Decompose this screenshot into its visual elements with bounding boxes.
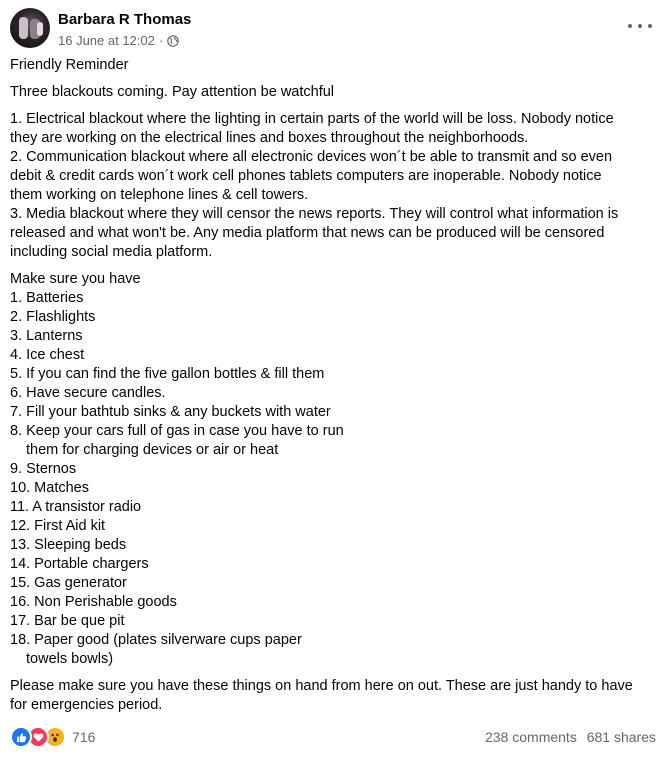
paragraph-intro bbox=[10, 83, 656, 102]
author-name[interactable]: Barbara R Thomas bbox=[58, 11, 192, 28]
text-line: released and what won't be. Any media platform that news can be produced will be censored bbox=[10, 225, 605, 241]
list-item: 5. If you can find the five gallon bottles & fill them bbox=[10, 366, 325, 382]
list-item: 2. Flashlights bbox=[10, 309, 96, 325]
list-item: 17. Bar be que pit bbox=[10, 613, 125, 629]
list-item: 11. A transistor radio bbox=[10, 499, 142, 515]
text-line: Friendly Reminder bbox=[10, 57, 129, 73]
list-item: 18. Paper good (plates silverware cups paper bbox=[10, 632, 302, 648]
paragraph-closing bbox=[10, 677, 656, 715]
list-item: 3. Lanterns bbox=[10, 328, 83, 344]
text-line: Please make sure you have these things on hand from here on out. These are just handy to have bbox=[10, 678, 633, 694]
list-item: 9. Sternos bbox=[10, 461, 77, 477]
text-line: for emergencies period. bbox=[10, 697, 163, 713]
comments-link[interactable]: 238 comments bbox=[485, 729, 577, 745]
more-horizontal-icon[interactable] bbox=[628, 18, 652, 34]
list-item: 13. Sleeping beds bbox=[10, 537, 127, 553]
text-line: debit & credit cards won´t work cell phones tablets computers are inoperable. Nobody notice bbox=[10, 168, 602, 184]
avatar[interactable] bbox=[10, 8, 50, 48]
text-line: 3. Media blackout where they will censor the news reports. They will control what information is bbox=[10, 206, 619, 222]
reactions-summary[interactable] bbox=[10, 726, 95, 748]
shares-link[interactable]: 681 shares bbox=[586, 729, 656, 745]
list-item: 1. Batteries bbox=[10, 290, 84, 306]
list-item: 7. Fill your bathtub sinks & any buckets with water bbox=[10, 404, 331, 420]
text-line: them working on telephone lines & cell towers. bbox=[10, 187, 309, 203]
list-item: 15. Gas generator bbox=[10, 575, 127, 591]
list-item-continuation: towels bowls) bbox=[26, 651, 114, 667]
list-item: 8. Keep your cars full of gas in case you have to run bbox=[10, 423, 344, 439]
like-icon bbox=[10, 726, 32, 748]
list-item: 16. Non Perishable goods bbox=[10, 594, 177, 610]
text-line: 1. Electrical blackout where the lighting in certain parts of the world will be loss. Nobody notice bbox=[10, 111, 614, 127]
list-item: 14. Portable chargers bbox=[10, 556, 149, 572]
reaction-count: 716 bbox=[72, 729, 96, 745]
timestamp-link[interactable]: 16 June at 12:02 bbox=[58, 33, 155, 48]
meta-separator: · bbox=[158, 33, 164, 48]
list-item: 6. Have secure candles. bbox=[10, 385, 166, 401]
list-item-continuation: them for charging devices or air or heat bbox=[26, 442, 279, 458]
list-heading: Make sure you have bbox=[10, 271, 141, 287]
post-footer bbox=[10, 726, 656, 748]
text-line: Three blackouts coming. Pay attention be watchful bbox=[10, 84, 335, 100]
text-line: including social media platform. bbox=[10, 244, 213, 260]
text-line: 2. Communication blackout where all electronic devices won´t be able to transmit and so even bbox=[10, 149, 613, 165]
text-line: they are working on the electrical lines and boxes throughout the neighborhoods. bbox=[10, 130, 529, 146]
list-item: 10. Matches bbox=[10, 480, 89, 496]
engagement-stats bbox=[485, 729, 656, 745]
globe-icon[interactable] bbox=[167, 35, 179, 47]
post-meta bbox=[58, 33, 179, 48]
post-body bbox=[10, 56, 656, 723]
post-header bbox=[10, 8, 656, 52]
paragraph-greeting bbox=[10, 56, 656, 75]
list-item: 4. Ice chest bbox=[10, 347, 85, 363]
paragraph-supply-list bbox=[10, 270, 656, 669]
list-item: 12. First Aid kit bbox=[10, 518, 106, 534]
paragraph-blackouts bbox=[10, 110, 656, 262]
